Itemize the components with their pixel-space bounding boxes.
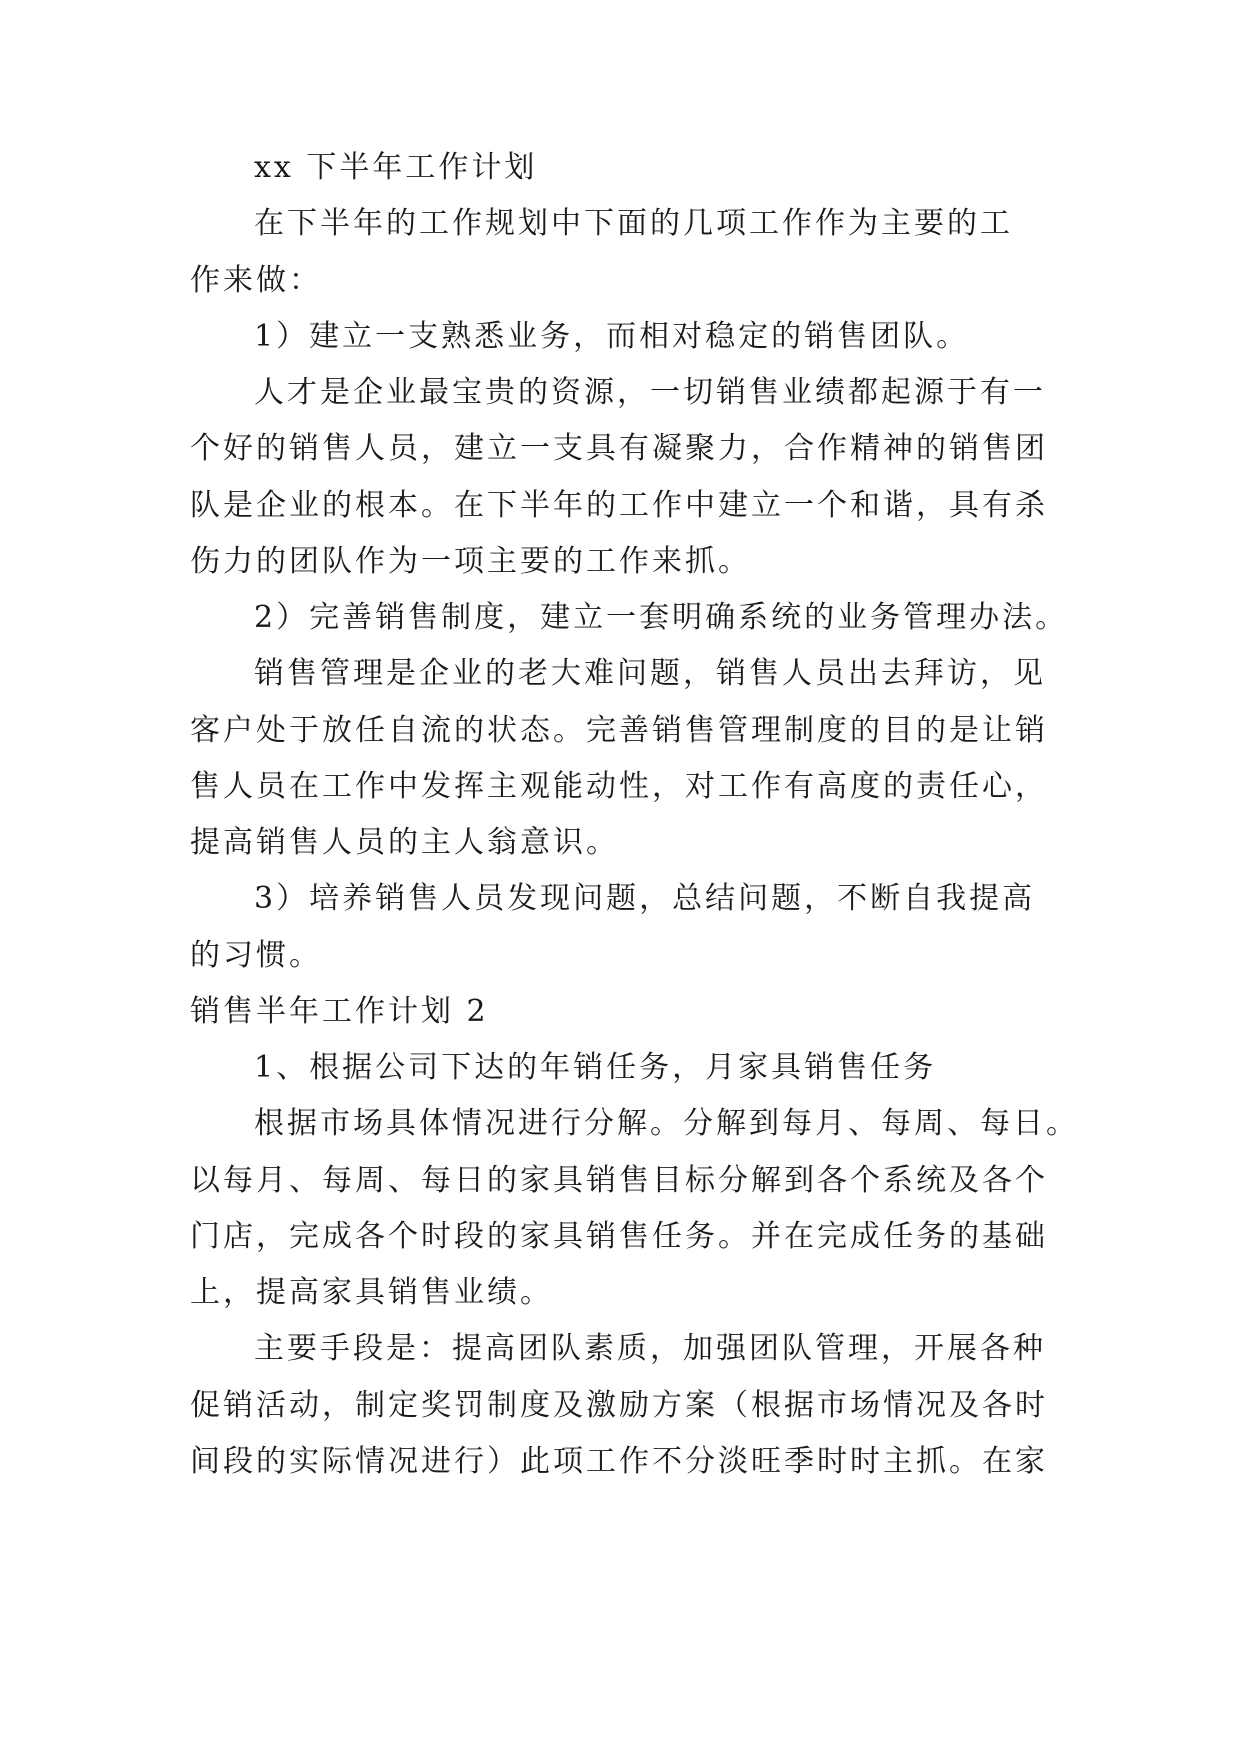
paragraph-line: 门店，完成各个时段的家具销售任务。并在完成任务的基础: [190, 1219, 1048, 1254]
paragraph-line: 上，提高家具销售业绩。: [190, 1275, 553, 1310]
paragraph-line: 个好的销售人员，建立一支具有凝聚力，合作精神的销售团: [190, 431, 1048, 466]
paragraph-line: 销售管理是企业的老大难问题，销售人员出去拜访，见: [254, 656, 1046, 691]
paragraph-line: 作来做：: [190, 263, 322, 298]
paragraph-line: 以每月、每周、每日的家具销售目标分解到各个系统及各个: [190, 1163, 1048, 1198]
list-item-1: 1、根据公司下达的年销任务，月家具销售任务: [254, 1050, 937, 1085]
paragraph-line: 的习惯。: [190, 938, 322, 973]
paragraph-line: 客户处于放任自流的状态。完善销售管理制度的目的是让销: [190, 713, 1048, 748]
paragraph-line: 间段的实际情况进行）此项工作不分淡旺季时时主抓。在家: [190, 1444, 1048, 1479]
document-title: xx 下半年工作计划: [254, 150, 538, 185]
paragraph-line: 伤力的团队作为一项主要的工作来抓。: [190, 544, 751, 579]
section-title-2: 销售半年工作计划 2: [190, 994, 489, 1029]
paragraph-line: 售人员在工作中发挥主观能动性，对工作有高度的责任心，: [190, 769, 1048, 804]
paragraph-line: 促销活动，制定奖罚制度及激励方案（根据市场情况及各时: [190, 1388, 1048, 1423]
paragraph-line: 主要手段是：提高团队素质，加强团队管理，开展各种: [254, 1331, 1046, 1366]
paragraph-line: 队是企业的根本。在下半年的工作中建立一个和谐，具有杀: [190, 488, 1048, 523]
paragraph-line: 人才是企业最宝贵的资源，一切销售业绩都起源于有一: [254, 375, 1046, 410]
paragraph-line: 提高销售人员的主人翁意识。: [190, 825, 619, 860]
paragraph-line: 在下半年的工作规划中下面的几项工作作为主要的工: [254, 206, 1013, 241]
paragraph-line: 根据市场具体情况进行分解。分解到每月、每周、每日。: [254, 1106, 1079, 1141]
section-heading-3: 3）培养销售人员发现问题，总结问题，不断自我提高: [254, 881, 1036, 916]
section-heading-1: 1）建立一支熟悉业务，而相对稳定的销售团队。: [254, 319, 970, 354]
section-heading-2: 2）完善销售制度，建立一套明确系统的业务管理办法。: [254, 600, 1069, 635]
